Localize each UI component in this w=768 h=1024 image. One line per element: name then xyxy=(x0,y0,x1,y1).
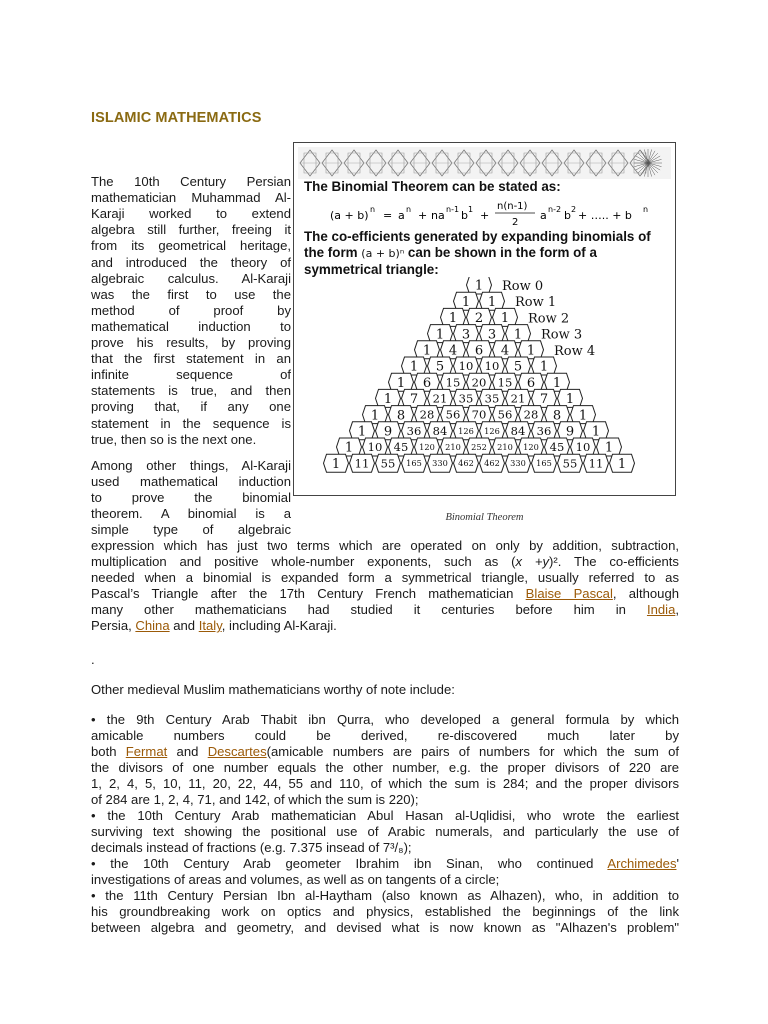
triangle-value: 1 xyxy=(357,424,367,440)
triangle-cell xyxy=(558,389,583,407)
triangle-cell xyxy=(389,438,414,456)
triangle-value: 56 xyxy=(445,407,461,422)
triangle-cell xyxy=(467,277,492,294)
triangle-cell xyxy=(480,292,505,310)
formula-exponent: n-1 xyxy=(446,205,460,214)
binomial-line: Pascal’s Triangle after the 17th Century French mathematician Blaise Pascal, although xyxy=(91,586,680,601)
figure-caption: Binomial Theorem xyxy=(445,512,524,523)
paragraph-line: proving that, if any one xyxy=(91,399,291,415)
formula-plus: + xyxy=(480,209,490,222)
paragraph-line: simple type of algebraic xyxy=(91,522,291,538)
link-fermat[interactable]: Fermat xyxy=(125,744,168,759)
formula-exponent: n xyxy=(406,205,412,214)
list-item-sinan: • the 10th Century Arab geometer Ibrahim ibn Sinan, who continued Archimedes' xyxy=(91,856,679,871)
triangle-value: 462 xyxy=(458,458,474,469)
triangle-cell xyxy=(415,373,440,391)
paragraph-line: from its geometrical heritage, xyxy=(91,238,291,254)
paragraph-line: true, then so is the next one. xyxy=(91,431,257,447)
triangle-cell xyxy=(441,438,466,456)
triangle-value: 55 xyxy=(562,456,578,471)
formula-exponent: n xyxy=(643,205,649,214)
triangle-cell xyxy=(428,454,453,472)
binomial-formula xyxy=(330,199,672,229)
triangle-value: 1 xyxy=(409,359,419,375)
triangle-cell xyxy=(493,341,518,359)
triangle-value: 10 xyxy=(458,359,474,374)
list-item-thabit: of 284 are 1, 2, 4, 71, and 142, of which the sum is 220); xyxy=(91,792,419,807)
triangle-value: 11 xyxy=(354,456,370,471)
paragraph-line: method of proof by xyxy=(91,302,291,318)
triangle-cell xyxy=(467,438,492,456)
triangle-value: 1 xyxy=(513,327,523,343)
formula-term: a xyxy=(398,209,405,222)
link-china[interactable]: China xyxy=(135,618,170,633)
triangle-cell xyxy=(454,357,479,375)
figure-heading: The Binomial Theorem can be stated as: xyxy=(304,179,561,194)
triangle-value: 1 xyxy=(435,327,445,343)
triangle-cell xyxy=(493,406,518,424)
formula-exponent: n-2 xyxy=(548,205,562,214)
triangle-cell xyxy=(571,406,596,424)
triangle-value: 1 xyxy=(474,278,484,294)
triangle-cell xyxy=(532,454,557,472)
triangle-value: 10 xyxy=(367,440,383,455)
triangle-cell xyxy=(519,341,544,359)
triangle-value: 1 xyxy=(591,424,601,440)
formula-exponent: n xyxy=(370,205,376,214)
triangle-value: 1 xyxy=(578,408,588,424)
triangle-value: 7 xyxy=(409,392,419,408)
triangle-cell xyxy=(506,422,531,440)
link-italy[interactable]: Italy xyxy=(198,618,222,633)
triangle-cell xyxy=(480,357,505,375)
triangle-value: 8 xyxy=(396,408,406,424)
list-item-thabit: the divisors of one number equals the other number, e.g. the proper divisors of 220 are xyxy=(91,760,679,775)
triangle-value: 55 xyxy=(380,456,396,471)
triangle-cell xyxy=(441,341,466,359)
math-expression: x +y xyxy=(515,554,550,569)
triangle-value: 45 xyxy=(549,440,565,455)
link-archimedes[interactable]: Archimedes xyxy=(607,856,677,871)
triangle-cell xyxy=(376,389,401,407)
paragraph-line: algebra still further, freeing it xyxy=(91,222,291,238)
triangle-cell xyxy=(428,422,453,440)
triangle-cell xyxy=(467,341,492,359)
triangle-value: 2 xyxy=(474,311,484,327)
triangle-value: 84 xyxy=(432,423,448,438)
link-blaise-pascal[interactable]: Blaise Pascal xyxy=(525,586,613,601)
paragraph-line: mathematical induction to xyxy=(91,318,291,334)
triangle-cell xyxy=(506,389,531,407)
triangle-value: 1 xyxy=(344,440,354,456)
triangle-cell xyxy=(519,406,544,424)
triangle-value: 462 xyxy=(484,458,500,469)
triangle-value: 15 xyxy=(445,375,461,390)
triangle-cell xyxy=(337,438,362,456)
list-item-thabit: 1, 2, 4, 5, 10, 11, 20, 22, 44, 55 and 110, of which the sum is 284; and the proper divisors xyxy=(91,776,679,791)
triangle-value: 1 xyxy=(422,343,432,359)
row-label: Row 4 xyxy=(554,343,596,359)
paragraph-line: statements is true, and then xyxy=(91,383,291,399)
triangle-cell xyxy=(467,308,492,326)
triangle-value: 1 xyxy=(383,392,393,408)
link-india[interactable]: India xyxy=(646,602,676,617)
formula-exponent: 1 xyxy=(468,205,474,214)
triangle-cell xyxy=(428,389,453,407)
triangle-cell xyxy=(558,454,583,472)
paragraph-line: that the first statement in an xyxy=(91,351,291,367)
triangle-cell xyxy=(389,373,414,391)
list-item-sinan: investigations of areas and volumes, as well as on tangents of a circle; xyxy=(91,872,500,887)
triangle-cell xyxy=(376,454,401,472)
triangle-cell xyxy=(584,454,609,472)
paragraph-line: Among other things, Al-Karaji xyxy=(91,458,291,473)
triangle-cell xyxy=(584,422,609,440)
triangle-value: 165 xyxy=(536,458,552,469)
triangle-value: 56 xyxy=(497,407,513,422)
paragraph-line: statement in the sequence is xyxy=(91,415,291,431)
triangle-value: 330 xyxy=(432,458,448,469)
triangle-cell xyxy=(402,454,427,472)
triangle-value: 1 xyxy=(396,375,406,391)
formula-tail: + ….. + b xyxy=(578,209,632,222)
triangle-value: 84 xyxy=(510,423,526,438)
triangle-value: 6 xyxy=(474,343,484,359)
page-title: ISLAMIC MATHEMATICS xyxy=(91,110,262,126)
list-item-thabit: both Fermat and Descartes(amicable numbers are pairs of numbers for which the sum of xyxy=(91,744,680,759)
link-descartes[interactable]: Descartes xyxy=(207,744,267,759)
triangle-value: 21 xyxy=(432,391,448,406)
triangle-value: 35 xyxy=(484,391,500,406)
triangle-value: 36 xyxy=(536,423,552,438)
formula-lhs: (a + b) xyxy=(330,209,369,222)
triangle-cell xyxy=(545,438,570,456)
figure-subheading: The co-efficients generated by expanding binomials of the form (a + b)ⁿ can be shown in the form of a symmetrical triangle: xyxy=(304,229,651,277)
paragraph-line: prove his results, by proving xyxy=(91,335,291,350)
others-heading: Other medieval Muslim mathematicians worthy of note include: xyxy=(91,682,455,697)
binomial-line: many other mathematicians had studied it centuries before him in India, xyxy=(91,602,679,617)
triangle-cell xyxy=(454,325,479,343)
triangle-value: 35 xyxy=(458,391,474,406)
list-item-uqlidisi: surviving text showing the positional use of Arabic numerals, and particularly the use of xyxy=(91,824,679,839)
triangle-cell xyxy=(402,389,427,407)
formula-fraction-denominator: 2 xyxy=(512,217,519,228)
triangle-value: 70 xyxy=(471,407,487,422)
triangle-cell xyxy=(467,373,492,391)
triangle-cell xyxy=(350,454,375,472)
triangle-value: 1 xyxy=(617,456,627,472)
separator-dot: . xyxy=(91,652,95,667)
triangle-cell xyxy=(480,389,505,407)
triangle-cell xyxy=(545,373,570,391)
triangle-value: 1 xyxy=(539,359,549,375)
triangle-value: 210 xyxy=(497,441,513,452)
triangle-value: 126 xyxy=(484,425,500,436)
list-item-haytham: his groundbreaking work on optics and physics, established the beginnings of the link xyxy=(91,904,679,919)
triangle-cell xyxy=(493,438,518,456)
formula-term: na xyxy=(431,209,445,222)
triangle-value: 5 xyxy=(435,359,445,375)
list-item-uqlidisi: • the 10th Century Arab mathematician Abul Hasan al-Uqlidisi, who wrote the earliest xyxy=(91,808,679,823)
triangle-value: 1 xyxy=(526,343,536,359)
triangle-value: 10 xyxy=(484,359,500,374)
paragraph-line: infinite sequence of xyxy=(91,367,291,383)
formula-term: b xyxy=(461,209,468,222)
row-label: Row 2 xyxy=(528,311,570,327)
geometric-pattern-band xyxy=(298,147,671,179)
paragraph-line: used mathematical induction xyxy=(91,474,291,490)
triangle-cell xyxy=(493,308,518,326)
triangle-cell xyxy=(363,406,388,424)
triangle-cell xyxy=(441,308,466,326)
triangle-cell xyxy=(389,406,414,424)
triangle-cell xyxy=(402,422,427,440)
triangle-value: 120 xyxy=(523,441,539,452)
triangle-value: 45 xyxy=(393,440,409,455)
triangle-cell xyxy=(519,373,544,391)
formula-term: b xyxy=(564,209,571,222)
triangle-cell xyxy=(532,357,557,375)
paragraph-line: was the first to use the xyxy=(91,286,291,302)
triangle-value: 3 xyxy=(487,327,497,343)
paragraph-line: mathematician Muhammad Al- xyxy=(91,190,291,206)
triangle-cell xyxy=(454,389,479,407)
triangle-value: 4 xyxy=(500,343,510,359)
triangle-cell xyxy=(597,438,622,456)
formula-fraction-numerator: n(n-1) xyxy=(497,201,528,212)
formula-term: a xyxy=(540,209,547,222)
binomial-line: expression which has just two terms which are operated on only by addition, subtraction, xyxy=(91,538,679,553)
paragraph-line: Karaji worked to extend xyxy=(91,206,291,222)
triangle-cell xyxy=(415,438,440,456)
triangle-cell xyxy=(454,422,479,440)
triangle-cell xyxy=(506,454,531,472)
triangle-cell xyxy=(532,389,557,407)
triangle-cell xyxy=(428,357,453,375)
binomial-form: (a + b)ⁿ xyxy=(361,247,405,260)
triangle-cell xyxy=(454,292,479,310)
triangle-cell xyxy=(363,438,388,456)
triangle-value: 1 xyxy=(448,311,458,327)
triangle-cell xyxy=(428,325,453,343)
list-item-haytham: • the 11th Century Persian Ibn al-Haytham (also known as Alhazen), who, in addition to xyxy=(91,888,679,903)
triangle-value: 9 xyxy=(383,424,393,440)
binomial-line: multiplication and positive whole-number exponents, such as (x +y)². The co-efficients xyxy=(91,554,679,569)
triangle-value: 1 xyxy=(552,375,562,391)
binomial-figure xyxy=(293,142,676,496)
triangle-value: 252 xyxy=(471,441,487,452)
triangle-cell xyxy=(480,422,505,440)
triangle-value: 4 xyxy=(448,343,458,359)
triangle-value: 8 xyxy=(552,408,562,424)
triangle-cell xyxy=(558,422,583,440)
pascal-triangle xyxy=(294,277,676,495)
row-label: Row 3 xyxy=(541,327,583,343)
triangle-value: 9 xyxy=(565,424,575,440)
triangle-cell xyxy=(415,406,440,424)
triangle-cell xyxy=(467,406,492,424)
list-item-haytham: between algebra and geometry, and devised what is now known as "Alhazen's problem" xyxy=(91,920,679,935)
triangle-value: 1 xyxy=(604,440,614,456)
triangle-cell xyxy=(480,325,505,343)
triangle-value: 1 xyxy=(461,294,471,310)
triangle-value: 36 xyxy=(406,423,422,438)
triangle-value: 1 xyxy=(500,311,510,327)
triangle-cell xyxy=(441,406,466,424)
triangle-value: 11 xyxy=(588,456,604,471)
triangle-cell xyxy=(350,422,375,440)
binomial-line: Persia, China and Italy, including Al-Karaji. xyxy=(91,618,337,633)
triangle-value: 6 xyxy=(526,375,536,391)
triangle-value: 6 xyxy=(422,375,432,391)
triangle-value: 165 xyxy=(406,458,422,469)
triangle-cell xyxy=(610,454,635,472)
triangle-cell xyxy=(545,406,570,424)
list-item-thabit: • the 9th Century Arab Thabit ibn Qurra, who developed a general formula by which xyxy=(91,712,679,727)
triangle-value: 21 xyxy=(510,391,526,406)
triangle-cell xyxy=(402,357,427,375)
triangle-cell xyxy=(519,438,544,456)
pattern-star xyxy=(634,149,662,177)
row-label: Row 0 xyxy=(502,279,544,294)
triangle-value: 1 xyxy=(370,408,380,424)
triangle-cell xyxy=(493,373,518,391)
paragraph-line: and introduced the theory of xyxy=(91,254,291,270)
paragraph-line: algebraic calculus. Al-Karaji xyxy=(91,270,291,286)
list-item-uqlidisi: decimals instead of fractions (e.g. 7.375 insead of 7³/₈); xyxy=(91,840,412,855)
triangle-value: 1 xyxy=(487,294,497,310)
triangle-value: 28 xyxy=(419,407,435,422)
triangle-cell xyxy=(506,325,531,343)
triangle-value: 7 xyxy=(539,392,549,408)
triangle-value: 3 xyxy=(461,327,471,343)
triangle-value: 1 xyxy=(565,392,575,408)
triangle-value: 330 xyxy=(510,458,526,469)
list-item-thabit: amicable numbers could be derived, re-discovered much later by xyxy=(91,728,679,743)
triangle-cell xyxy=(376,422,401,440)
triangle-cell xyxy=(324,454,349,472)
triangle-value: 1 xyxy=(331,456,341,472)
triangle-value: 126 xyxy=(458,425,474,436)
triangle-cell xyxy=(454,454,479,472)
triangle-value: 20 xyxy=(471,375,487,390)
triangle-value: 10 xyxy=(575,440,591,455)
row-label: Row 1 xyxy=(515,295,557,311)
paragraph-line: theorem. A binomial is a xyxy=(91,506,291,522)
triangle-cell xyxy=(571,438,596,456)
triangle-cell xyxy=(480,454,505,472)
formula-equals: = xyxy=(383,209,393,222)
triangle-value: 120 xyxy=(419,441,435,452)
triangle-value: 15 xyxy=(497,375,513,390)
triangle-cell xyxy=(441,373,466,391)
formula-exponent: 2 xyxy=(571,205,577,214)
triangle-value: 28 xyxy=(523,407,539,422)
triangle-cell xyxy=(532,422,557,440)
binomial-line: needed when a binomial is expanded form a symmetrical triangle, usually referred to as xyxy=(91,570,679,585)
triangle-cell xyxy=(506,357,531,375)
paragraph-line: to prove the binomial xyxy=(91,490,291,506)
triangle-value: 5 xyxy=(513,359,523,375)
paragraph-line: The 10th Century Persian xyxy=(91,174,291,189)
triangle-cell xyxy=(415,341,440,359)
formula-plus: + xyxy=(418,209,428,222)
triangle-value: 210 xyxy=(445,441,461,452)
